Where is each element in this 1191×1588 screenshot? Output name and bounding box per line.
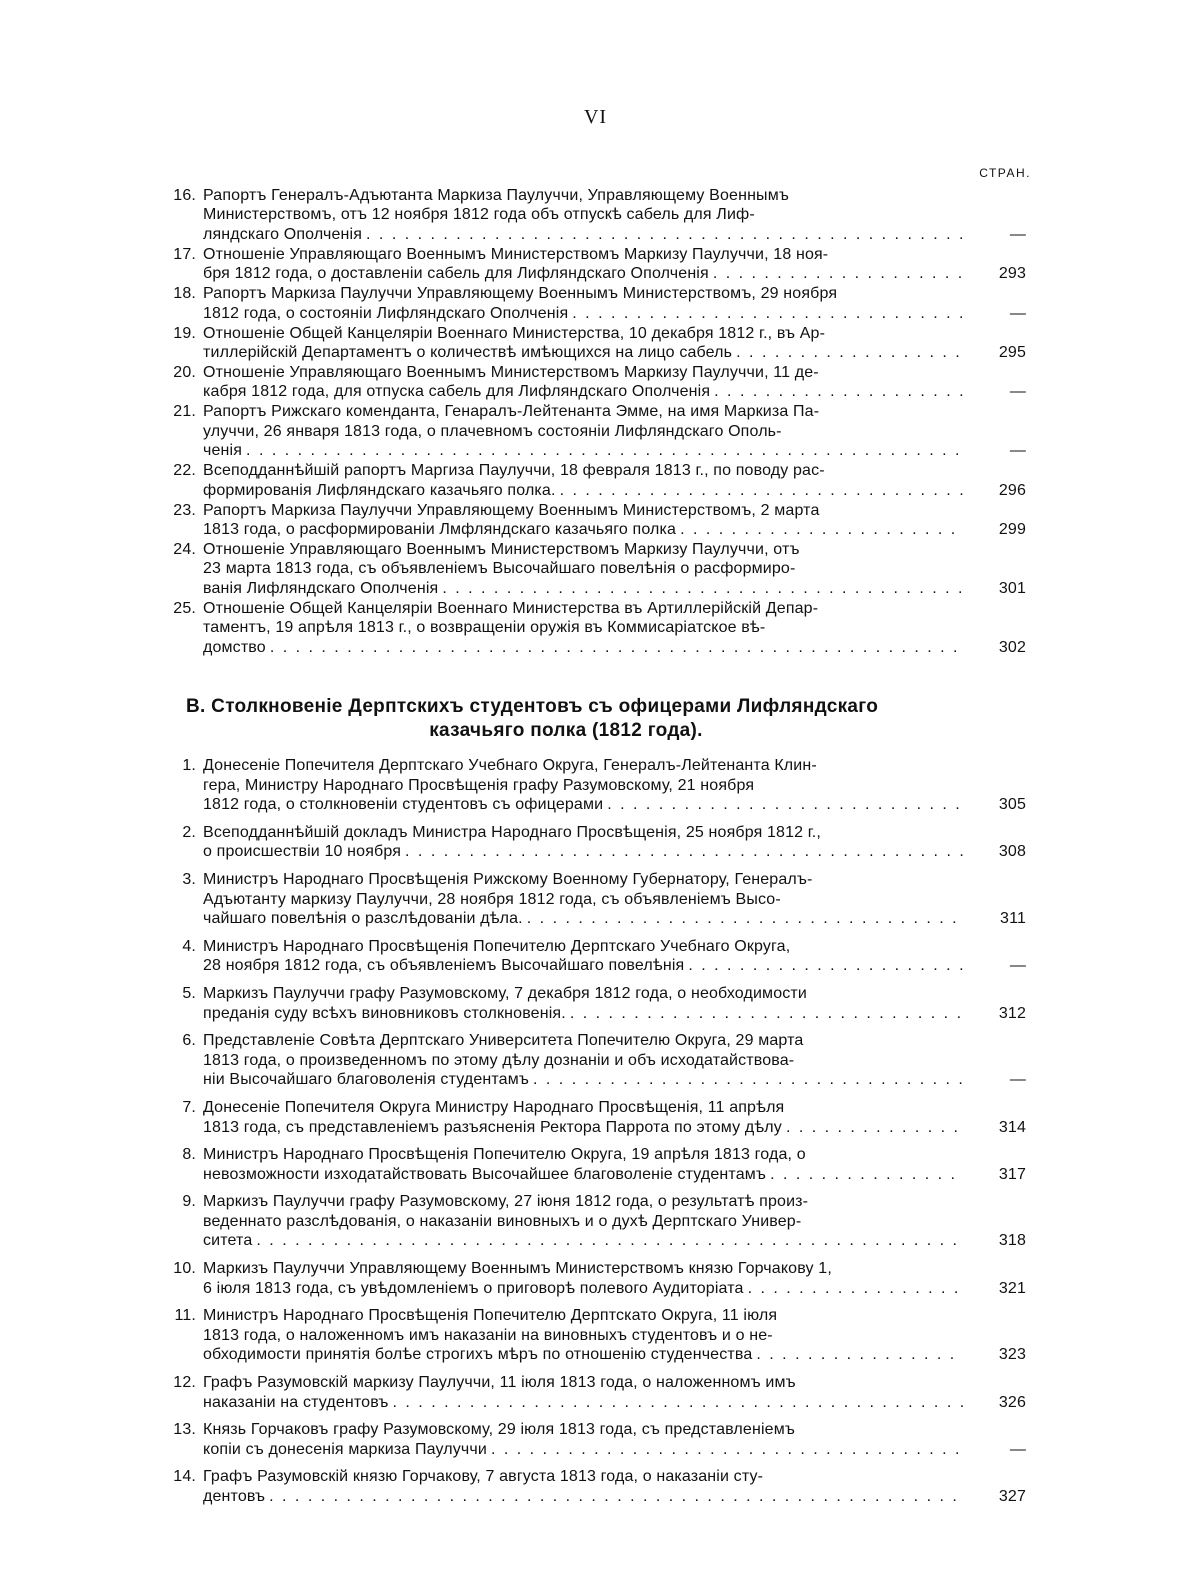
entry-last-line xyxy=(203,304,964,323)
entry-text-line: Графъ Разумовскiй маркизу Паулуччи, 11 iюля 1813 года, о наложенномъ имъ xyxy=(203,1374,796,1392)
entry-text-line: наказанiи на студентовъ xyxy=(203,1393,389,1411)
entry-text-line: ченiя xyxy=(203,442,243,460)
entry-text-line: Графъ Разумовскiй князю Горчакову, 7 августа 1813 года, о наказанiи сту- xyxy=(203,1468,764,1486)
entry-text-line: 28 ноября 1812 года, съ объявленiемъ Высочайшаго повелѣнiя xyxy=(203,957,685,975)
entry-text-line: 1813 года, о расформированiи Лмфляндскаго казачьяго полка xyxy=(203,521,677,539)
entry-text-line: Адъютанту маркизу Паулуччи, 28 ноября 1812 года, съ объявленiемъ Высо- xyxy=(203,890,781,908)
entry-last-line xyxy=(203,638,964,657)
toc-entry xyxy=(166,284,1026,323)
toc-entry xyxy=(166,599,1026,657)
dot-leader xyxy=(688,956,964,976)
dot-leader xyxy=(570,1004,964,1024)
page-ref: — xyxy=(1009,1071,1026,1089)
entry-last-line xyxy=(203,909,964,929)
dot-leader xyxy=(491,1440,964,1460)
entry-last-line xyxy=(203,520,964,539)
dot-leader xyxy=(756,1345,964,1365)
entry-number: 20. xyxy=(173,364,196,382)
entry-text-line: Министръ Народнаго Просвѣщенiя Попечителю Дерптскаго Учебнаго Округа, xyxy=(203,937,791,955)
toc-entry xyxy=(166,461,1026,500)
toc-entry xyxy=(166,1306,1026,1365)
page-ref: 295 xyxy=(998,344,1026,362)
entry-text-line: Рапортъ Рижскаго коменданта, Генаралъ-Лейтенанта Эмме, на имя Маркиза Па- xyxy=(203,403,820,421)
page-ref: — xyxy=(1009,1440,1026,1458)
entry-text-line: 1813 года, о произведенномъ по этому дѣлу дознанiи и объ исходатайствова- xyxy=(203,1051,795,1069)
entry-text-line: Отношенiе Общей Канцелярiи Военнаго Министерства въ Артиллерiйскiй Депар- xyxy=(203,599,819,617)
entry-text-line: Всеподданнѣйшiй рапортъ Маргиза Паулуччи, 18 февраля 1813 г., по поводу рас- xyxy=(203,462,825,480)
entry-text-line: преданiя суду всѣхъ виновниковъ столкновенiя. xyxy=(203,1004,566,1022)
dot-leader xyxy=(770,1165,964,1185)
section-b-title-line-1: В. Столкновенiе Дерптскихъ студентовъ съ офицерами Лифляндскаго xyxy=(186,696,879,717)
toc-entry xyxy=(166,984,1026,1023)
toc-entry xyxy=(166,1467,1026,1506)
page-ref: 293 xyxy=(998,265,1026,283)
page-ref: 321 xyxy=(998,1279,1026,1297)
entry-number: 8. xyxy=(182,1146,196,1164)
entry-last-line xyxy=(203,842,964,862)
entry-text-line: Рапортъ Генералъ-Адъютанта Маркиза Паулуччи, Управляющему Военнымъ xyxy=(203,187,790,204)
dot-leader xyxy=(713,264,964,283)
toc-entry xyxy=(166,402,1026,460)
dot-leader xyxy=(527,909,964,929)
entry-text-line: Отношенiе Управляющаго Военнымъ Министерствомъ Маркизу Паулуччи, 18 ноя- xyxy=(203,245,829,263)
page-ref: 314 xyxy=(998,1118,1026,1136)
page-column-header: СТРАН. xyxy=(979,166,1031,180)
dot-leader xyxy=(560,481,964,500)
entry-text-line: таментъ, 19 апрѣля 1813 г., о возвращенiи оружiя въ Коммисарiатское вѣ- xyxy=(203,619,766,637)
entry-last-line xyxy=(203,343,964,362)
entry-text-line: Всеподданнѣйшiй докладъ Министра Народнаго Просвѣщенiя, 25 ноября 1812 г., xyxy=(203,823,821,841)
entry-last-line xyxy=(203,382,964,401)
entry-number: 1. xyxy=(182,757,196,774)
toc-entry xyxy=(166,1420,1026,1459)
entry-text-line: Отношенiе Общей Канцелярiи Военнаго Министерства, 10 декабря 1812 г., въ Ар- xyxy=(203,324,826,342)
entry-last-line xyxy=(203,1345,964,1365)
entry-text-line: Маркизъ Паулуччи Управляющему Военнымъ Министерствомъ князю Горчакову 1, xyxy=(203,1260,832,1278)
entry-text-line: Донесенiе Попечителя Округа Министру Народнаго Просвѣщенiя, 11 апрѣля xyxy=(203,1098,785,1116)
page-ref: 326 xyxy=(998,1393,1026,1411)
entry-last-line xyxy=(203,1393,964,1413)
page-ref: 311 xyxy=(1000,910,1026,928)
entry-text-line: Отношенiе Управляющаго Военнымъ Министерствомъ Маркизу Паулуччи, 11 де- xyxy=(203,364,819,382)
dot-leader xyxy=(748,1279,964,1299)
toc-entry xyxy=(166,363,1026,402)
entry-text-line: дентовъ xyxy=(203,1488,266,1505)
entry-last-line xyxy=(203,225,964,244)
entry-text-line: 1813 года, съ представленiемъ разъясненiя Ректора Паррота по этому дѣлу xyxy=(203,1118,782,1136)
dot-leader xyxy=(393,1393,964,1413)
entry-number: 9. xyxy=(182,1193,196,1211)
entry-text-line: обходимости принятiя болѣе строгихъ мѣръ по отношенiю студенчества xyxy=(203,1346,753,1364)
entry-text-line: гера, Министру Народнаго Просвѣщенiя графу Разумовскому, 21 ноября xyxy=(203,776,755,794)
toc-entry xyxy=(166,1192,1026,1251)
entry-last-line xyxy=(203,579,964,598)
entry-text-line: веденнато разслѣдованiя, о наказанiи виновныхъ и о духѣ Дерптскаго Универ- xyxy=(203,1212,802,1230)
page-ref: 327 xyxy=(998,1488,1026,1505)
entry-text-line: копiи съ донесенiя маркиза Паулуччи xyxy=(203,1440,487,1458)
page-ref: 305 xyxy=(998,796,1026,814)
entry-number: 11. xyxy=(174,1307,196,1325)
page-ref: 296 xyxy=(998,481,1026,499)
page-ref: — xyxy=(1009,442,1026,460)
entry-text-line: ляндскаго Ополченiя xyxy=(203,225,363,243)
page-number: VI xyxy=(583,106,608,128)
entry-number: 17. xyxy=(173,245,196,263)
entry-number: 10. xyxy=(173,1260,196,1278)
entry-last-line xyxy=(203,1440,964,1460)
entry-number: 4. xyxy=(182,937,196,955)
dot-leader xyxy=(366,225,964,244)
entry-number: 16. xyxy=(173,187,196,204)
page-ref: 323 xyxy=(998,1346,1026,1364)
dot-leader xyxy=(714,382,964,401)
entry-last-line xyxy=(203,1004,964,1024)
page-ref: 308 xyxy=(998,843,1026,861)
dot-leader xyxy=(246,441,964,460)
entry-number: 2. xyxy=(182,823,196,841)
page-ref: 318 xyxy=(998,1232,1026,1250)
entry-text-line: 1812 года, о состоянiи Лифляндскаго Ополченiя xyxy=(203,304,569,322)
entry-text-line: Донесенiе Попечителя Дерптскаго Учебнаго Округа, Генералъ-Лейтенанта Клин- xyxy=(203,757,817,774)
entry-last-line xyxy=(203,1279,964,1299)
entry-number: 14. xyxy=(173,1468,196,1486)
toc-entry xyxy=(166,1259,1026,1298)
entry-text-line: формированiя Лифляндскаго казачьяго полка. xyxy=(203,481,556,499)
entry-number: 24. xyxy=(173,541,196,559)
section-b-title-line-2: казачьяго полка (1812 года). xyxy=(429,720,703,741)
dot-leader xyxy=(572,304,964,323)
page-ref: 299 xyxy=(998,521,1026,539)
entry-text-line: Отношенiе Управляющаго Военнымъ Министерствомъ Маркизу Паулуччи, отъ xyxy=(203,541,800,559)
section-b-title xyxy=(186,695,1006,743)
entry-text-line: Маркизъ Паулуччи графу Разумовскому, 7 декабря 1812 года, о необходимости xyxy=(203,984,807,1002)
entry-number: 6. xyxy=(182,1032,196,1050)
dot-leader xyxy=(270,638,964,657)
dot-leader xyxy=(405,842,964,862)
entry-text-line: 1812 года, о столкновенiи студентовъ съ офицерами xyxy=(203,796,604,814)
toc-entry xyxy=(166,1373,1026,1412)
entry-text-line: Министръ Народнаго Просвѣщенiя Рижскому Военному Губернатору, Генералъ- xyxy=(203,870,813,888)
dot-leader xyxy=(442,579,964,598)
entry-number: 12. xyxy=(173,1374,196,1392)
page-ref: — xyxy=(1009,957,1026,975)
entry-number: 21. xyxy=(173,403,196,421)
page-ref: — xyxy=(1009,225,1026,243)
entry-text-line: бря 1812 года, о доставленiи сабель для Лифляндскаго Ополченiя xyxy=(203,265,709,283)
entry-number: 13. xyxy=(173,1421,196,1439)
entry-last-line xyxy=(203,264,964,283)
entry-number: 18. xyxy=(173,285,196,303)
dot-leader xyxy=(736,343,964,362)
entry-last-line xyxy=(203,1487,964,1507)
entry-number: 5. xyxy=(182,984,196,1002)
entry-text-line: домство xyxy=(203,638,266,656)
entry-text-line: невозможности изходатайствовать Высочайшее благоволенiе студентамъ xyxy=(203,1165,767,1183)
entry-last-line xyxy=(203,1070,964,1090)
entry-last-line xyxy=(203,1231,964,1251)
dot-leader xyxy=(269,1487,964,1507)
toc-entry xyxy=(166,186,1026,244)
entry-number: 25. xyxy=(173,599,196,617)
toc-entry xyxy=(166,324,1026,363)
entry-text-line: Маркизъ Паулуччи графу Разумовскому, 27 iюня 1812 года, о результатѣ произ- xyxy=(203,1193,809,1211)
entry-text-line: Представленiе Совѣта Дерптскаго Университета Попечителю Округа, 29 марта xyxy=(203,1032,804,1050)
dot-leader xyxy=(533,1070,964,1090)
entry-text-line: 1813 года, о наложенномъ имъ наказанiи на виновныхъ студентовъ и о не- xyxy=(203,1326,773,1344)
entry-text-line: ванiя Лифляндскаго Ополченiя xyxy=(203,579,439,597)
entry-last-line xyxy=(203,1165,964,1185)
toc-entry xyxy=(166,756,1026,815)
toc-section-a xyxy=(166,186,1026,658)
entry-text-line: 23 марта 1813 года, съ объявленiемъ Высочайшаго повелѣнiя о расформиро- xyxy=(203,560,796,578)
entry-text-line: нiи Высочайшаго благоволенiя студентамъ xyxy=(203,1071,530,1089)
toc-entry xyxy=(166,1031,1026,1090)
dot-leader xyxy=(256,1231,964,1251)
toc-entry xyxy=(166,245,1026,284)
entry-text-line: 6 iюля 1813 года, съ увѣдомленiемъ о приговорѣ полевого Аудиторiата xyxy=(203,1279,744,1297)
entry-number: 19. xyxy=(173,324,196,342)
entry-text-line: кабря 1812 года, для отпуска сабель для Лифляндскаго Ополченiя xyxy=(203,383,711,401)
page-ref: 302 xyxy=(998,638,1026,656)
entry-text-line: чайшаго повелѣнiя о разслѣдованiи дѣла. xyxy=(203,910,523,928)
dot-leader xyxy=(786,1118,964,1138)
entry-text-line: Рапортъ Маркиза Паулуччи Управляющему Военнымъ Министерствомъ, 29 ноября xyxy=(203,285,838,303)
page-ref: — xyxy=(1009,383,1026,401)
entry-last-line xyxy=(203,795,964,815)
entry-text-line: о происшествiи 10 ноября xyxy=(203,843,402,861)
entry-text-line: ситета xyxy=(203,1232,253,1250)
entry-text-line: Министръ Народнаго Просвѣщенiя Попечителю Округа, 19 апрѣля 1813 года, о xyxy=(203,1146,806,1164)
page-ref: 301 xyxy=(998,579,1026,597)
toc-entry xyxy=(166,1145,1026,1184)
toc-entry xyxy=(166,501,1026,540)
entry-text-line: Князь Горчаковъ графу Разумовскому, 29 iюля 1813 года, съ представленiемъ xyxy=(203,1421,795,1439)
page-ref: 312 xyxy=(998,1004,1026,1022)
page-ref: — xyxy=(1009,304,1026,322)
page-ref: 317 xyxy=(998,1165,1026,1183)
entry-text-line: Министерствомъ, отъ 12 ноября 1812 года объ отпускѣ сабель для Лиф- xyxy=(203,206,755,224)
toc-entry xyxy=(166,540,1026,598)
entry-number: 22. xyxy=(173,462,196,480)
entry-last-line xyxy=(203,1118,964,1138)
entry-number: 23. xyxy=(173,501,196,519)
entry-text-line: тиллерiйскiй Департаментъ о количествѣ имѣющихся на лицо сабель xyxy=(203,344,733,362)
dot-leader xyxy=(680,520,964,539)
entry-number: 3. xyxy=(182,870,196,888)
entry-number: 7. xyxy=(182,1098,196,1116)
toc-section-b xyxy=(166,756,1026,1515)
entry-text-line: улуччи, 26 января 1813 года, о плачевномъ состоянiи Лифляндскаго Ополь- xyxy=(203,422,782,440)
toc-entry xyxy=(166,823,1026,862)
entry-text-line: Министръ Народнаго Просвѣщенiя Попечителю Дерптскато Округа, 11 iюля xyxy=(203,1307,778,1325)
entry-text-line: Рапортъ Маркиза Паулуччи Управляющему Военнымъ Министерствомъ, 2 марта xyxy=(203,501,820,519)
toc-entry xyxy=(166,1098,1026,1137)
toc-entry xyxy=(166,937,1026,976)
entry-last-line xyxy=(203,441,964,460)
toc-entry xyxy=(166,870,1026,929)
entry-last-line xyxy=(203,481,964,500)
entry-last-line xyxy=(203,956,964,976)
dot-leader xyxy=(607,795,964,815)
